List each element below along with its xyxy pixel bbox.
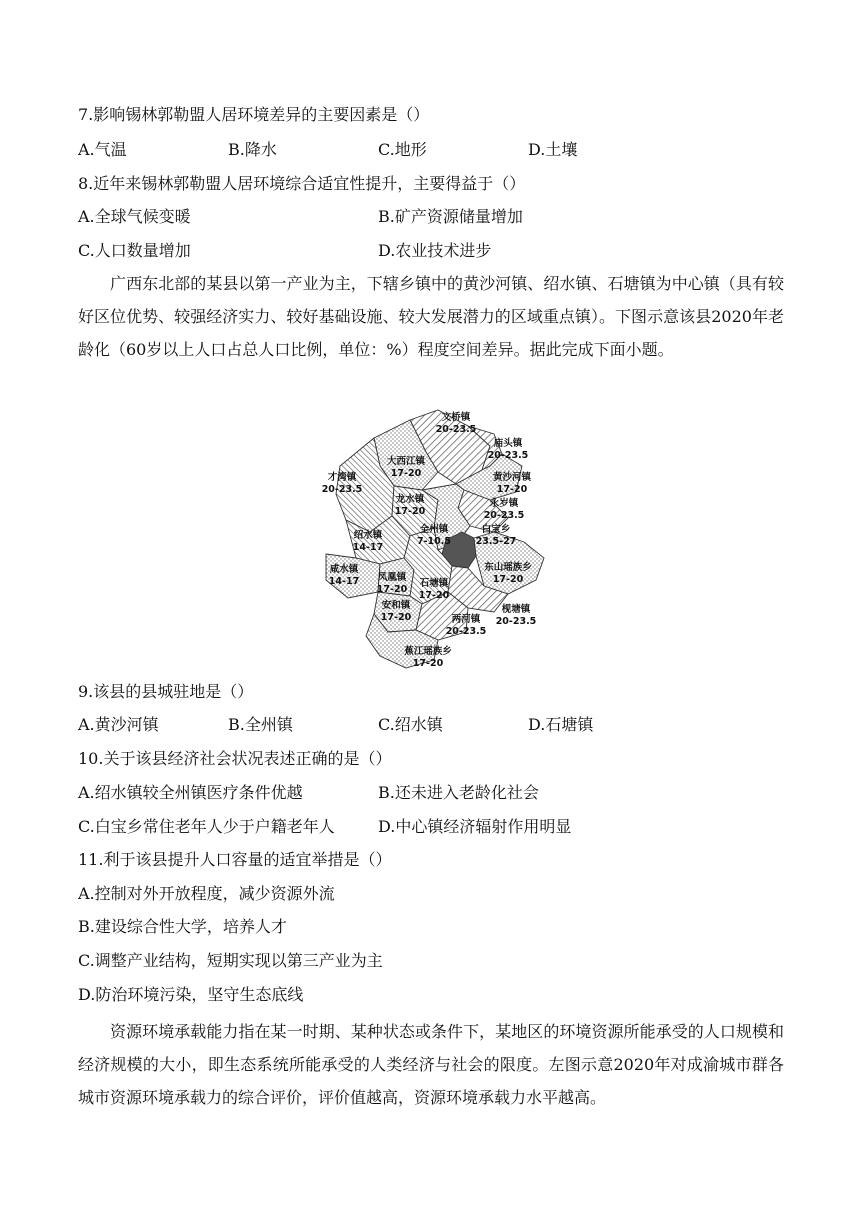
label-lianghe: 两河镇 — [451, 614, 481, 625]
label-jiantang: 枧塘镇 — [501, 604, 531, 615]
passage-2-text: 资源环境承载能力指在某一时期、某种状态或条件下，某地区的环境资源所能承受的人口规模和经济规模的大小，即生态系统所能承受的人类经济与社会的限度。左图示意2020年对成渝城市群各城市资源环境承载力的综合评价，评价值越高，资源环境承载力水平越高。 — [78, 1022, 784, 1107]
q9-option-c[interactable]: C.绍水镇 — [378, 715, 443, 734]
label-quanzhou: 全州镇 — [419, 524, 449, 535]
question-9-stem: 9.该县的县城驻地是（） — [78, 682, 254, 701]
label-wenqiao: 文桥镇 — [441, 412, 471, 423]
label-xianshui-range: 14-17 — [328, 576, 360, 587]
label-dongshan: 东山瑶族乡 — [484, 562, 532, 573]
q8-option-d[interactable]: D.农业技术进步 — [378, 241, 492, 260]
label-jiaojiang: 蕉江瑶族乡 — [404, 646, 452, 657]
label-baibao: 白宝乡 — [481, 524, 511, 535]
label-jiaojiang-range: 17-20 — [412, 658, 444, 669]
label-shaoshui: 绍水镇 — [353, 530, 383, 541]
q10-option-d[interactable]: D.中心镇经济辐射作用明显 — [378, 817, 572, 836]
passage-2 — [78, 1015, 784, 1114]
label-huangshahe-range: 17-20 — [496, 484, 528, 495]
label-baibao-range: 23.5-27 — [475, 536, 517, 547]
label-yongsui-range: 20-23.5 — [483, 510, 525, 521]
label-miaotou-range: 20-23.5 — [487, 450, 529, 461]
label-daxijiang: 大西江镇 — [386, 456, 426, 467]
question-8-stem: 8.近年来锡林郭勒盟人居环境综合适宜性提升，主要得益于（） — [78, 174, 526, 193]
passage-1 — [78, 267, 784, 366]
label-xianshui: 咸水镇 — [329, 564, 359, 575]
label-fenghuang: 凤凰镇 — [377, 572, 407, 583]
question-7-stem: 7.影响锡林郭勒盟人居环境差异的主要因素是（） — [78, 105, 430, 124]
q7-option-d[interactable]: D.土壤 — [528, 140, 578, 159]
q11-option-b[interactable]: B.建设综合性大学，培养人才 — [78, 917, 287, 936]
q10-option-c[interactable]: C.白宝乡常住老年人少于户籍老年人 — [78, 817, 335, 836]
label-miaotou: 庙头镇 — [493, 438, 523, 449]
label-fenghuang-range: 17-20 — [376, 584, 408, 595]
q8-option-c[interactable]: C.人口数量增加 — [78, 241, 191, 260]
q11-option-d[interactable]: D.防治环境污染，坚守生态底线 — [78, 985, 304, 1004]
q10-option-a[interactable]: A.绍水镇较全州镇医疗条件优越 — [78, 783, 303, 802]
q7-option-a[interactable]: A.气温 — [78, 140, 127, 159]
q9-option-b[interactable]: B.全州镇 — [228, 715, 293, 734]
q7-option-b[interactable]: B.降水 — [228, 140, 277, 159]
label-daxijiang-range: 17-20 — [390, 468, 422, 479]
question-11-stem: 11.利于该县提升人口容量的适宜举措是（） — [78, 850, 392, 869]
question-10-stem: 10.关于该县经济社会状况表述正确的是（） — [78, 749, 392, 768]
q8-option-b[interactable]: B.矿产资源储量增加 — [378, 207, 523, 226]
label-dongshan-range: 17-20 — [492, 574, 524, 585]
passage-1-text: 广西东北部的某县以第一产业为主，下辖乡镇中的黄沙河镇、绍水镇、石塘镇为中心镇（具有较好区位优势、较强经济实力、较好基础设施、较大发展潜力的区域重点镇）。下图示意该县2020年老龄化（60岁以上人口占总人口比例，单位：%）程度空间差异。据此完成下面小题。 — [78, 274, 784, 359]
label-shitang: 石塘镇 — [419, 578, 449, 589]
label-lianghe-range: 20-23.5 — [445, 626, 487, 637]
label-wenqiao-range: 20-23.5 — [435, 424, 477, 435]
label-anhe-range: 17-20 — [380, 612, 412, 623]
label-caiwan: 才湾镇 — [327, 472, 357, 483]
aging-distribution-map — [318, 408, 558, 670]
q8-option-a[interactable]: A.全球气候变暖 — [78, 207, 191, 226]
q11-option-a[interactable]: A.控制对外开放程度，减少资源外流 — [78, 884, 335, 903]
label-shitang-range: 17-20 — [418, 590, 450, 601]
label-longshui-range: 17-20 — [394, 506, 426, 517]
q9-option-d[interactable]: D.石塘镇 — [528, 715, 594, 734]
label-jiantang-range: 20-23.5 — [495, 616, 537, 627]
q9-option-a[interactable]: A.黄沙河镇 — [78, 715, 159, 734]
label-huangshahe: 黄沙河镇 — [492, 472, 532, 483]
label-shaoshui-range: 14-17 — [352, 542, 384, 553]
label-caiwan-range: 20-23.5 — [321, 484, 363, 495]
label-yongsui: 永岁镇 — [489, 498, 519, 509]
label-anhe: 安和镇 — [381, 600, 411, 611]
q10-option-b[interactable]: B.还未进入老龄化社会 — [378, 783, 539, 802]
q11-option-c[interactable]: C.调整产业结构，短期实现以第三产业为主 — [78, 951, 383, 970]
q7-option-c[interactable]: C.地形 — [378, 140, 427, 159]
label-longshui: 龙水镇 — [395, 494, 425, 505]
label-quanzhou-range: 7-10.5 — [417, 536, 451, 547]
